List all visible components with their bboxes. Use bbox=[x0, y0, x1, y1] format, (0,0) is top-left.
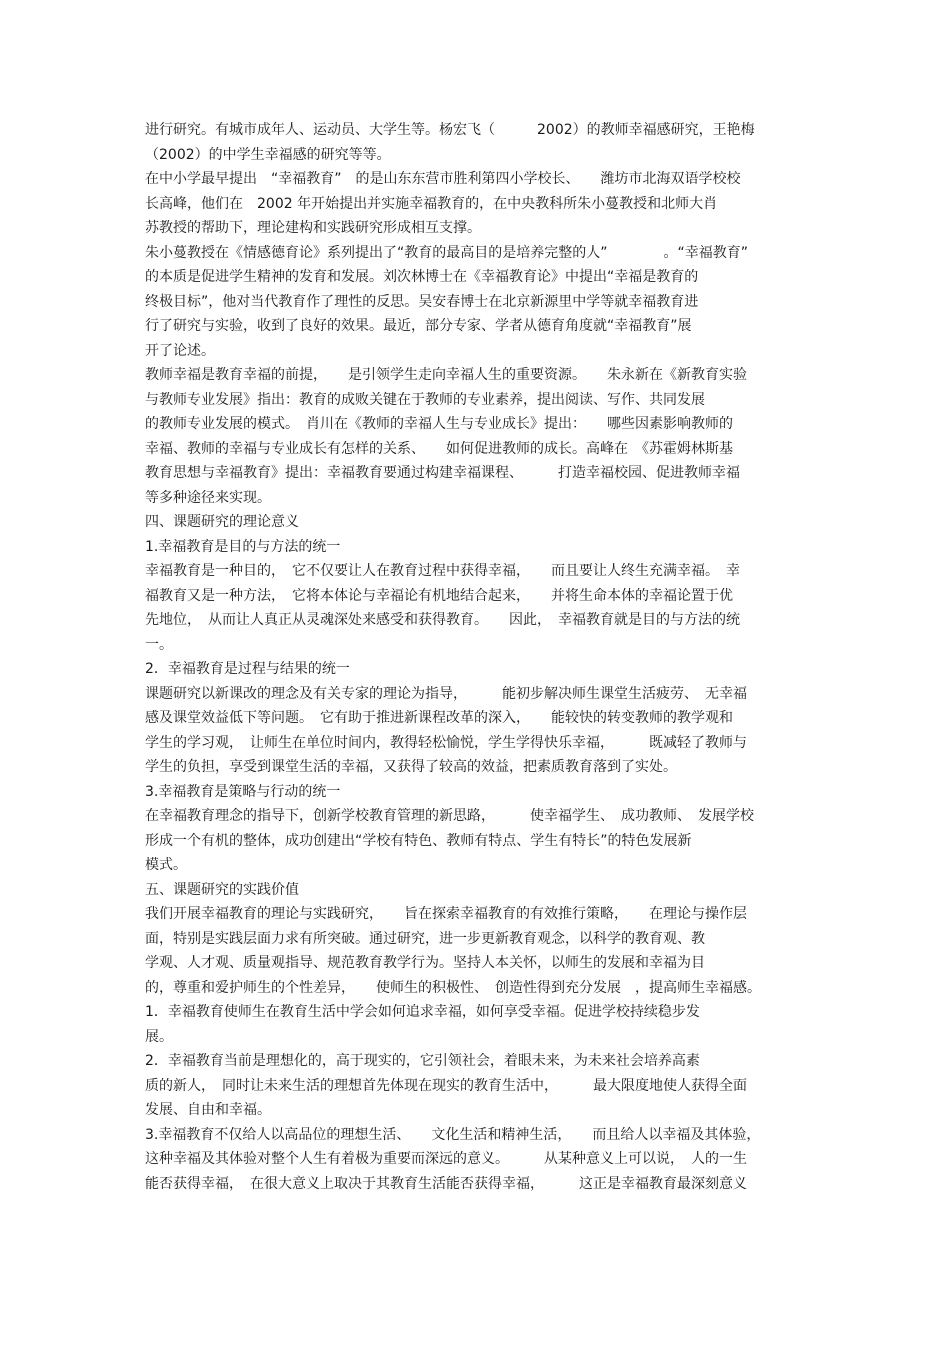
text-line: 开了论述。 bbox=[145, 342, 215, 359]
text-line: 展。 bbox=[145, 1028, 173, 1045]
text-line: 质的新人， 同时让未来生活的理想首先体现在现实的教育生活中， 最大限度地使人获得全面 bbox=[145, 1077, 747, 1094]
text-line: 在中小学最早提出 “幸福教育” 的是山东东营市胜利第四小学校长、 潍坊市北海双语学校校 bbox=[145, 171, 741, 187]
text-line: 苏教授的帮助下，理论建构和实践研究形成相互支撑。 bbox=[145, 220, 481, 236]
text-line: 3.幸福教育不仅给人以高品位的理想生活、 文化生活和精神生活， 而且给人以幸福及其体验， bbox=[145, 1126, 761, 1143]
text-line: 1．幸福教育使师生在教育生活中学会如何追求幸福，如何享受幸福。促进学校持续稳步发 bbox=[145, 1004, 700, 1020]
text-line: 能否获得幸福， 在很大意义上取决于其教育生活能否获得幸福， 这正是幸福教育最深刻意义 bbox=[145, 1175, 747, 1192]
text-line: 行了研究与实验，收到了良好的效果。最近，部分专家、学者从德育角度就“幸福教育”展 bbox=[145, 318, 692, 334]
text-line: 发展、自由和幸福。 bbox=[145, 1102, 271, 1118]
text-line: 教师幸福是教育幸福的前提， 是引领学生走向幸福人生的重要资源。 朱永新在《新教育实验 bbox=[145, 367, 747, 383]
text-line: 的，尊重和爱护师生的个性差异， 使师生的积极性、 创造性得到充分发展 ，提高师生幸福感。 bbox=[145, 979, 761, 996]
text-line: 1.幸福教育是目的与方法的统一 bbox=[145, 538, 341, 555]
text-line: 感及课堂效益低下等问题。 它有助于推进新课程改革的深入， 能较快的转变教师的教学观和 bbox=[145, 710, 733, 726]
text-line: 这种幸福及其体验对整个人生有着极为重要而深远的意义。 从某种意义上可以说， 人的一生 bbox=[145, 1151, 747, 1167]
text-line: 学生的负担，享受到课堂生活的幸福，又获得了较高的效益，把素质教育落到了实处。 bbox=[145, 759, 677, 775]
text-line: 福教育又是一种方法， 它将本体论与幸福论有机地结合起来， 并将生命本体的幸福论置于优 bbox=[145, 587, 733, 604]
text-line: 等多种途径来实现。 bbox=[145, 489, 271, 506]
text-line: （2002）的中学生幸福感的研究等等。 bbox=[145, 146, 391, 163]
text-line: 先地位， 从而让人真正从灵魂深处来感受和获得教育。 因此， 幸福教育就是目的与方法的统 bbox=[145, 612, 740, 628]
text-line: 终极目标”，他对当代教育作了理性的反思。吴安春博士在北京新源里中学等就幸福教育进 bbox=[145, 293, 699, 310]
text-line: 学观、人才观、质量观指导、规范教育教学行为。坚持人本关怀，以师生的发展和幸福为目 bbox=[145, 955, 705, 971]
text-line: 3.幸福教育是策略与行动的统一 bbox=[145, 783, 341, 800]
text-line: 2．幸福教育当前是理想化的，高于现实的，它引领社会，着眼未来，为未来社会培养高素 bbox=[145, 1053, 700, 1069]
text-line: 模式。 bbox=[145, 857, 187, 873]
text-line: 我们开展幸福教育的理论与实践研究， 旨在探索幸福教育的有效推行策略， 在理论与操作层 bbox=[145, 906, 747, 922]
text-line: 教育思想与幸福教育》提出：幸福教育要通过构建幸福课程、 打造幸福校园、促进教师幸福 bbox=[145, 465, 740, 481]
text-line: 的本质是促进学生精神的发育和发展。刘次林博士在《幸福教育论》中提出“幸福是教育的 bbox=[145, 269, 699, 285]
text-line: 四、课题研究的理论意义 bbox=[145, 514, 299, 530]
text-line: 在幸福教育理念的指导下，创新学校教育管理的新思路， 使幸福学生、 成功教师、 发展学校 bbox=[145, 808, 754, 824]
text-line: 的教师专业发展的模式。 肖川在《教师的幸福人生与专业成长》提出： 哪些因素影响教师的 bbox=[145, 416, 733, 432]
text-line: 一。 bbox=[145, 636, 173, 653]
text-line: 课题研究以新课改的理念及有关专家的理论为指导， 能初步解决师生课堂生活疲劳、 无幸福 bbox=[145, 685, 747, 702]
text-line: 形成一个有机的整体，成功创建出“学校有特色、教师有特点、学生有特长”的特色发展新 bbox=[145, 832, 692, 849]
text-line: 与教师专业发展》指出：教育的成败关键在于教师的专业素养，提出阅读、写作、共同发展 bbox=[145, 391, 705, 408]
document-body bbox=[145, 118, 810, 1196]
text-line: 2．幸福教育是过程与结果的统一 bbox=[145, 661, 350, 677]
text-line: 五、课题研究的实践价值 bbox=[145, 881, 299, 898]
text-line: 幸福、教师的幸福与专业成长有怎样的关系、 如何促进教师的成长。高峰在 《苏霍姆林斯基 bbox=[145, 440, 733, 457]
text-line: 长高峰，他们在 2002 年开始提出并实施幸福教育的，在中央教科所朱小蔓教授和北师大肖 bbox=[145, 195, 718, 212]
text-line: 进行研究。有城市成年人、运动员、大学生等。杨宏飞（ 2002）的教师幸福感研究，王艳梅 bbox=[145, 122, 755, 138]
text-line: 面，特别是实践层面力求有所突破。通过研究，进一步更新教育观念，以科学的教育观、教 bbox=[145, 930, 705, 947]
text-line: 学生的学习观， 让师生在单位时间内，教得轻松愉悦，学生学得快乐幸福， 既减轻了教师与 bbox=[145, 734, 747, 751]
text-line: 朱小蔓教授在《情感德育论》系列提出了“教育的最高目的是培养完整的人” 。“幸福教育” bbox=[145, 244, 749, 261]
text-line: 幸福教育是一种目的， 它不仅要让人在教育过程中获得幸福， 而且要让人终生充满幸福。 幸 bbox=[145, 563, 740, 579]
